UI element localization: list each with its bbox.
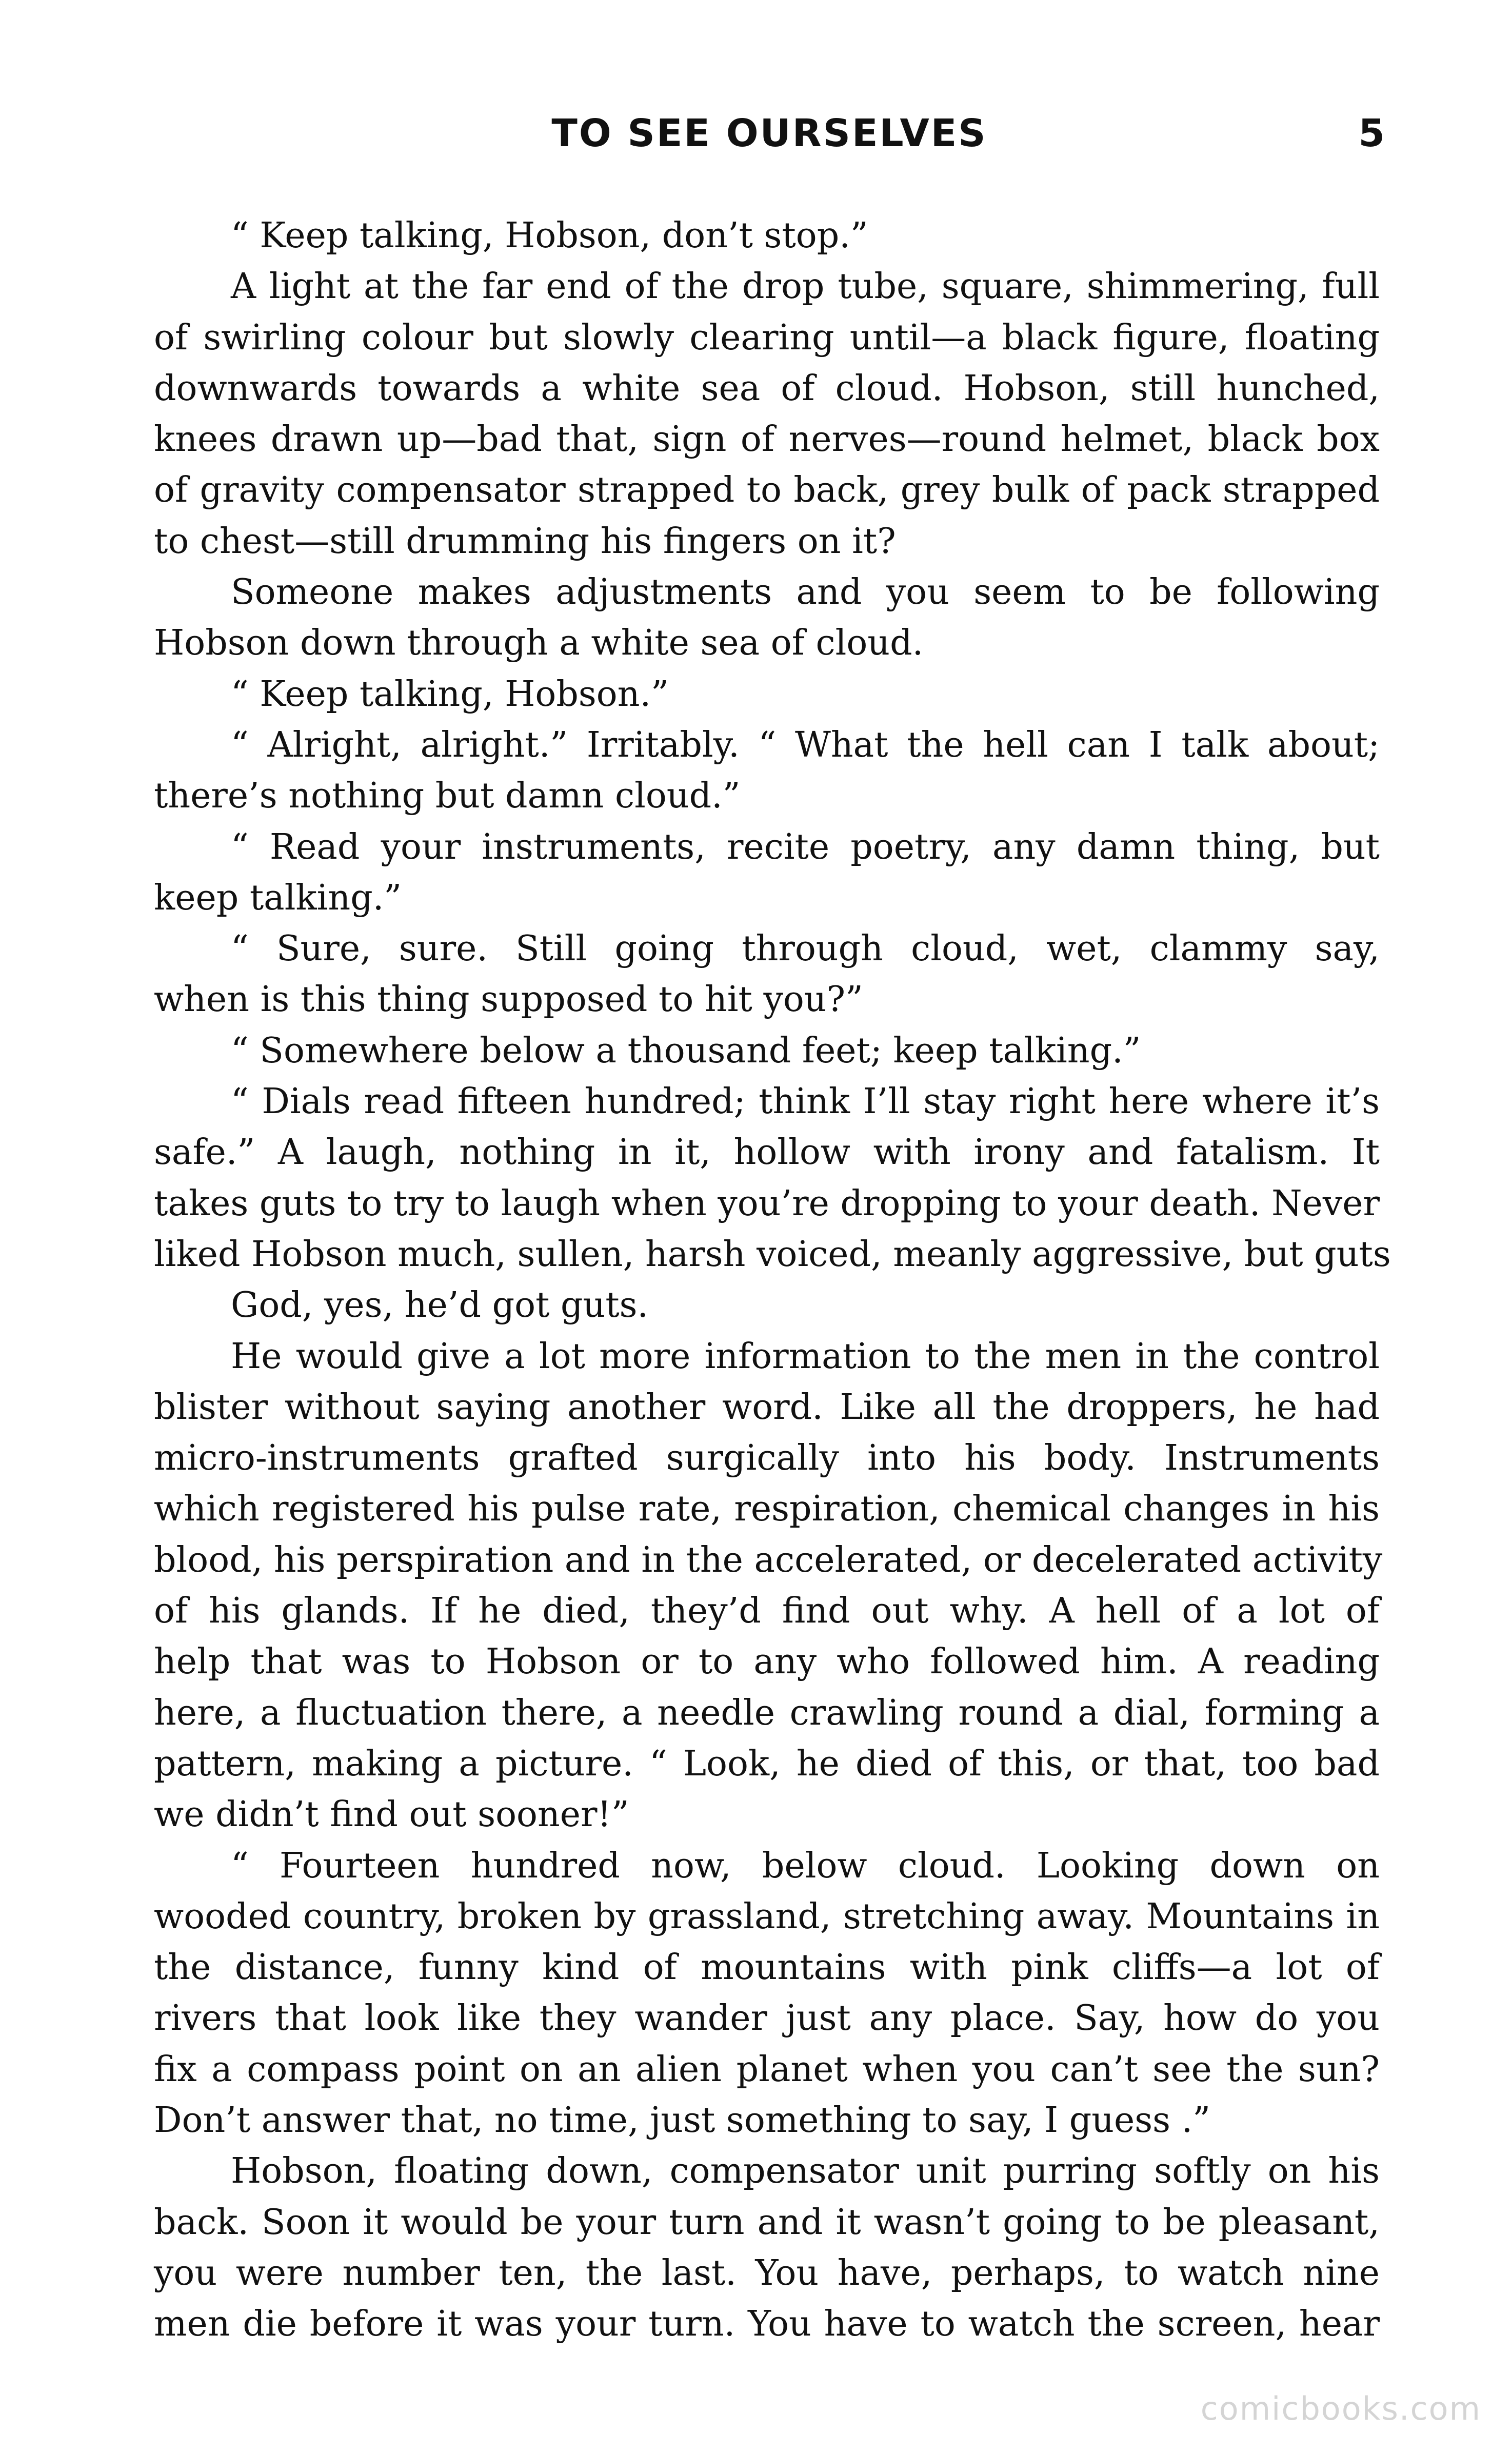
text-line: of gravity compensator strapped to back, grey bulk of pack strapped [154,470,1380,511]
text-line: “ Alright, alright.” Irritably. “ What the hell can I talk about; [231,724,1380,765]
text-line: liked Hobson much, sullen, harsh voiced, meanly aggressive, but guts [154,1234,1391,1275]
text-line: to chest—still drumming his fingers on it? [154,521,896,562]
text-line: which registered his pulse rate, respiration, chemical changes in his [154,1489,1380,1530]
text-line: Don’t answer that, no time, just something to say, I guess .” [154,2100,1211,2141]
body-text [154,210,1391,2349]
text-line: knees drawn up—bad that, sign of nerves—round helmet, black box [154,419,1380,460]
text-line: you were number ten, the last. You have, perhaps, to watch nine [154,2252,1380,2293]
text-line: here, a fluctuation there, a needle crawling round a dial, forming a [154,1692,1380,1733]
text-line: downwards towards a white sea of cloud. Hobson, still hunched, [154,368,1380,409]
text-line: safe.” A laugh, nothing in it, hollow with irony and fatalism. It [154,1132,1380,1173]
text-line: rivers that look like they wander just any place. Say, how do you [154,1998,1380,2039]
text-line: when is this thing supposed to hit you?” [154,979,863,1020]
text-line: “ Dials read fifteen hundred; think I’ll stay right here where it’s [231,1081,1380,1122]
text-line: takes guts to try to laugh when you’re dropping to your death. Never [154,1183,1380,1224]
page-number: 5 [1358,111,1385,155]
text-line: help that was to Hobson or to any who followed him. A reading [154,1641,1380,1683]
text-line: Someone makes adjustments and you seem to be following [231,572,1380,613]
text-line: micro-instruments grafted surgically into his body. Instruments [154,1438,1380,1479]
text-line: men die before it was your turn. You have to watch the screen, hear [154,2304,1380,2345]
text-line: back. Soon it would be your turn and it wasn’t going to be pleasant, [154,2202,1380,2243]
text-line: of swirling colour but slowly clearing until—a black figure, floating [154,317,1380,358]
text-line: of his glands. If he died, they’d find out why. A hell of a lot of [154,1591,1380,1632]
text-line: blood, his perspiration and in the accelerated, or decelerated activity [154,1539,1383,1580]
text-line: the distance, funny kind of mountains with pink cliffs—a lot of [154,1947,1380,1988]
text-line: “ Somewhere below a thousand feet; keep talking.” [231,1030,1141,1071]
text-line: A light at the far end of the drop tube, square, shimmering, full [231,266,1380,307]
text-line: He would give a lot more information to the men in the control [231,1336,1380,1377]
text-line: keep talking.” [154,877,402,918]
text-line: God, yes, he’d got guts. [231,1285,649,1326]
text-line: “ Keep talking, Hobson, don’t stop.” [231,215,868,256]
text-line: Hobson down through a white sea of cloud. [154,623,924,664]
text-line: pattern, making a picture. “ Look, he died of this, or that, too bad [154,1743,1380,1784]
text-line: fix a compass point on an alien planet when you can’t see the sun? [154,2049,1380,2090]
text-line: blister without saying another word. Like all the droppers, he had [154,1387,1380,1428]
watermark-logo: comicbooks.com [1200,2390,1481,2427]
text-line: “ Keep talking, Hobson.” [231,674,669,715]
running-title: TO SEE OURSELVES [551,111,987,155]
text-line: there’s nothing but damn cloud.” [154,776,741,817]
page-header [154,103,1385,164]
text-line: “ Fourteen hundred now, below cloud. Looking down on [231,1845,1380,1886]
text-line: “ Sure, sure. Still going through cloud, wet, clammy say, [231,928,1380,970]
text-line: we didn’t find out sooner!” [154,1794,629,1835]
text-line: “ Read your instruments, recite poetry, any damn thing, but [231,826,1380,867]
text-line: Hobson, floating down, compensator unit purring softly on his [231,2151,1380,2192]
text-line: wooded country, broken by grassland, stretching away. Mountains in [154,1896,1380,1937]
